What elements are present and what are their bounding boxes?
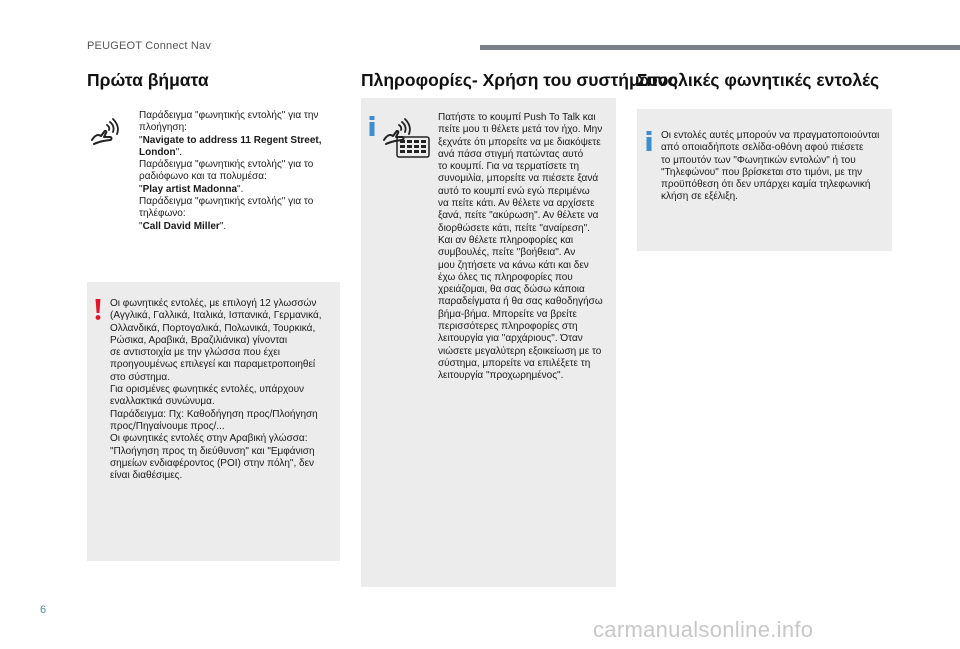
text-line: χρειάζομαι, θα σας δώσω κάποια <box>438 284 585 296</box>
text-line: συνομιλία, μπορείτε να πιέσετε ξανά <box>438 173 599 185</box>
text-line: περισσότερες πληροφορίες στη <box>438 321 578 333</box>
example-command: Call David Miller <box>142 220 220 232</box>
warning-line: Ρώσικα, Αραβικά, Βραζιλιάνικα) γίνονται <box>110 334 288 346</box>
warning-line: σημείων ενδιαφέροντος (POI) στην πόλη", δεν <box>110 457 315 469</box>
text-line: αυτό το κουμπί ενώ εγώ περιμένω <box>438 185 590 197</box>
text-line: να πείτε κάτι. Αν θέλετε να αρχίσετε <box>438 198 595 210</box>
warning-line: Οι φωνητικές εντολές στην Αραβική γλώσσα: <box>110 433 308 445</box>
text-line: Οι εντολές αυτές μπορούν να πραγματοποιούνται <box>661 130 880 141</box>
text-line: ανά πάσα στιγμή πατώντας αυτό <box>438 148 584 160</box>
text-line: το μπουτόν των "Φωνητικών εντολών" ή του <box>661 154 856 166</box>
warning-text <box>110 298 338 482</box>
warning-icon <box>94 299 102 321</box>
text-line: ξανά, πείτε "ακύρωση". Αν θέλετε να <box>438 210 599 222</box>
example-command: Navigate to address 11 Regent Street, London <box>139 134 322 158</box>
left-examples: Παράδειγμα "φωνητικής εντολής" για την πλοήγηση: "Navigate to address 11 Regent Street, London". Παράδειγμα "φωνητικής εντολής" για το ραδιόφωνο και τα πολυμέσα: "Play artist Madonna". Παράδειγμα "φωνητικής εντολής" για το τηλέφωνο: "Call David Miller". <box>139 110 322 232</box>
text-line: προϋπόθεση ότι δεν υπάρχει καμία τηλεφωνική <box>661 179 871 191</box>
warning-line: σε αντιστοιχία με την γλώσσα που έχει <box>110 347 280 359</box>
example-command: Play artist Madonna <box>142 183 238 195</box>
text-line: το κουμπί. Για να τερματίσετε τη <box>438 161 580 173</box>
text-line: από οποιαδήποτε σελίδα-οθόνη αφού πιέσετε <box>661 142 864 154</box>
text-line: σύστημα, μπορείτε να επιλέξετε τη <box>438 357 591 369</box>
header-bar <box>480 45 960 50</box>
warning-line: εναλλακτικά συνώνυμα. <box>110 396 215 408</box>
text-line: συμβουλές, πείτε "βοήθεια". Αν <box>438 247 576 259</box>
voice-hand-icon <box>90 116 122 146</box>
warning-line: Ολλανδικά, Πορτογαλικά, Πολωνικά, Τουρκικά, <box>110 322 316 334</box>
warning-line: προηγουμένως επιλεγεί και παραμετροποιηθεί <box>110 359 316 371</box>
text-line: παραδείγματα ή θα σας καθοδηγήσω <box>438 296 603 308</box>
text-line: Πατήστε το κουμπί Push To Talk και <box>438 112 596 123</box>
warning-line: είναι διαθέσιμες. <box>110 470 183 482</box>
keypad-icon <box>396 136 430 158</box>
warning-line: προς/Πηγαίνουμε προς/... <box>110 420 225 432</box>
text-line: νιώσετε μεγαλύτερη εξοικείωση με το <box>438 345 602 357</box>
example-intro: Παράδειγμα "φωνητικής εντολής" για το ραδιόφωνο και τα πολυμέσα: <box>139 159 314 183</box>
text-line: κλήση σε εξέλιξη. <box>661 191 738 203</box>
example-intro: Παράδειγμα "φωνητικής εντολής" για το τηλέφωνο: <box>139 196 314 220</box>
middle-text <box>438 112 613 383</box>
warning-line: "Πλοήγηση προς τη διεύθυνση" και "Εμφάνιση <box>110 445 315 457</box>
text-line: πείτε μου τι θέλετε μετά τον ήχο. Μην <box>438 124 603 136</box>
text-line: "Τηλεφώνου" που βρίσκεται στο τιμόνι, με την <box>661 166 863 178</box>
info-icon <box>645 131 653 151</box>
header-title: PEUGEOT Connect Nav <box>87 40 212 52</box>
text-line: λειτουργία για "αρχάριους". Όταν <box>438 333 583 345</box>
example-intro: Παράδειγμα "φωνητικής εντολής" για την πλοήγηση: <box>139 110 319 134</box>
text-line: έχω όλες τις πληροφορίες που <box>438 271 573 283</box>
right-text <box>661 130 891 204</box>
text-line: ξεχνάτε ότι μπορείτε να με διακόψετε <box>438 136 601 148</box>
text-line: βήμα-βήμα. Μπορείτε να βρείτε <box>438 308 577 320</box>
text-line: μου ζητήσετε να κάνω κάτι και δεν <box>438 259 589 271</box>
warning-line: Για ορισμένες φωνητικές εντολές, υπάρχουν <box>110 384 305 396</box>
warning-line: Παράδειγμα: Πχ: Καθοδήγηση προς/Πλοήγηση <box>110 408 318 420</box>
text-line: λειτουργία "προχωρημένος". <box>438 370 564 382</box>
page-number: 6 <box>40 604 47 616</box>
warning-line: (Αγγλικά, Γαλλικά, Ιταλικά, Ισπανικά, Γερμανικά, <box>110 310 322 322</box>
text-line: Και αν θέλετε πληροφορίες και <box>438 234 574 246</box>
warning-line: στο σύστημα. <box>110 371 170 383</box>
middle-column-title: Πληροφορίες- Χρήση του συστήματος <box>361 70 678 90</box>
left-column-title: Πρώτα βήματα <box>87 70 209 90</box>
watermark: carmanualsonline.info <box>593 617 814 642</box>
text-line: διορθώσετε κάτι, πείτε "αναίρεση". <box>438 222 590 234</box>
right-column-title: Συνολικές φωνητικές εντολές <box>637 70 880 90</box>
info-icon <box>368 116 376 136</box>
warning-line: Οι φωνητικές εντολές, με επιλογή 12 γλωσσών <box>110 298 317 309</box>
